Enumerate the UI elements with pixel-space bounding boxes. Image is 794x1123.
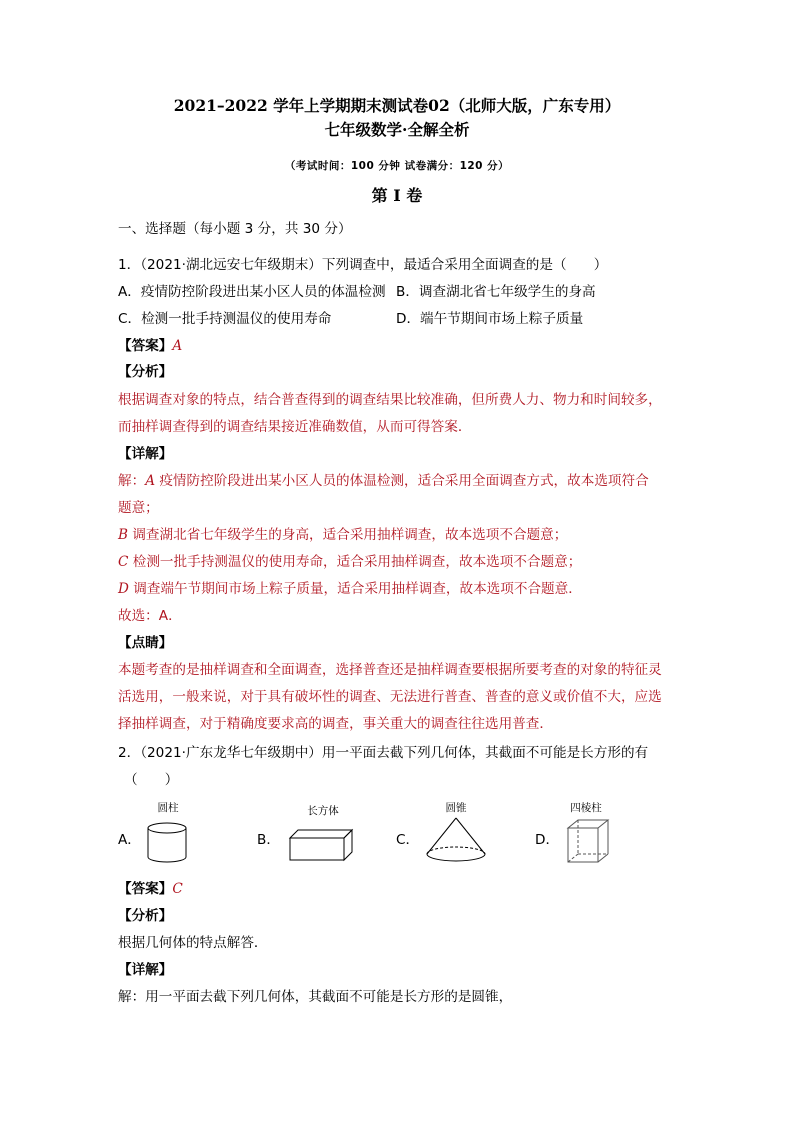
prism-icon	[566, 818, 610, 866]
detail-text: 疫情防控阶段进出某小区人员的体温检测，适合采用全面调查方式，故本选项符合	[155, 473, 649, 489]
q1-comment-line1: 本题考查的是抽样调查和全面调查，选择普查还是抽样调查要根据所要考查的对象的特征灵	[118, 662, 662, 678]
option-b-letter: B．	[257, 832, 280, 848]
q1-comment-label: 【点睛】	[118, 635, 173, 651]
option-b-figure-label: 长方体	[307, 805, 339, 817]
cone-icon	[424, 816, 488, 866]
detail-text: 检测一批手持测温仪的使用寿命，适合采用抽样调查，故本选项不合题意；	[128, 554, 582, 570]
q1-detail-label: 【详解】	[118, 446, 173, 462]
doc-subtitle: 七年级数学·全解全析	[324, 120, 470, 139]
q1-analysis-line1: 根据调查对象的特点，结合普查得到的调查结果比较准确，但所费人力、物力和时间较多，	[118, 392, 662, 408]
q2-answer-paren: （ ）	[124, 772, 179, 788]
q1-stem: 1．（2021·湖北远安七年级期末）下列调查中，最适合采用全面调查的是（ ）	[118, 257, 608, 273]
detail-text: 调查端午节期间市场上粽子质量，适合采用抽样调查，故本选项不合题意．	[128, 581, 582, 597]
q1-option-b: B．调查湖北省七年级学生的身高	[396, 284, 596, 300]
q1-detail-line3	[118, 526, 567, 544]
q1-detail-line1	[118, 472, 649, 490]
q2-detail-label: 【详解】	[118, 962, 173, 978]
exam-note: （考试时间：100 分钟 试卷满分：120 分）	[284, 160, 510, 172]
answer-value: C	[172, 881, 183, 897]
cylinder-icon	[145, 820, 191, 866]
q1-detail-line5	[118, 580, 582, 598]
section-heading: 一、选择题（每小题 3 分，共 30 分）	[118, 221, 352, 237]
q1-detail-line2: 题意；	[118, 500, 159, 516]
q2-answer	[118, 880, 183, 898]
answer-label: 【答案】	[118, 338, 173, 354]
option-d-figure-label: 四棱柱	[570, 802, 602, 814]
detail-option-letter: C	[118, 554, 129, 570]
q1-option-a: A．疫情防控阶段进出某小区人员的体温检测	[118, 284, 386, 300]
option-a-figure-label: 圆柱	[157, 802, 179, 814]
detail-option-letter: B	[118, 527, 128, 543]
answer-value: A	[172, 338, 183, 354]
q1-comment-line3: 择抽样调查，对于精确度要求高的调查，事关重大的调查往往选用普查．	[118, 716, 553, 732]
q2-analysis-line1: 根据几何体的特点解答．	[118, 935, 268, 951]
q1-detail-line4	[118, 553, 581, 571]
q2-analysis-label: 【分析】	[118, 908, 173, 924]
option-c-figure-label: 圆锥	[445, 802, 467, 814]
option-a-letter: A．	[118, 832, 141, 848]
q1-analysis-label: 【分析】	[118, 364, 173, 380]
option-c-letter: C．	[396, 832, 420, 848]
cuboid-icon	[288, 826, 354, 864]
q1-choose: 故选：A．	[118, 608, 182, 624]
detail-text: 调查湖北省七年级学生的身高，适合采用抽样调查，故本选项不合题意；	[128, 527, 568, 543]
q1-analysis-line2: 而抽样调查得到的调查结果接近准确数值，从而可得答案．	[118, 419, 472, 435]
detail-text: 解：	[118, 473, 146, 489]
q1-comment-line2: 活选用，一般来说，对于具有破坏性的调查、无法进行普查、普查的意义或价值不大，应选	[118, 689, 662, 705]
detail-option-letter: D	[118, 581, 129, 597]
option-d-letter: D．	[535, 832, 560, 848]
q1-option-d: D．端午节期间市场上粽子质量	[396, 311, 584, 327]
q2-stem: 2．（2021·广东龙华七年级期中）用一平面去截下列几何体，其截面不可能是长方形的有	[118, 745, 649, 761]
q1-option-c: C．检测一批手持测温仪的使用寿命	[118, 311, 332, 327]
q1-answer	[118, 337, 182, 355]
doc-title: 2021–2022 学年上学期期末测试卷02（北师大版，广东专用）	[173, 96, 621, 115]
q2-detail-line1: 解：用一平面去截下列几何体，其截面不可能是长方形的是圆锥，	[118, 989, 513, 1005]
answer-label: 【答案】	[118, 881, 173, 897]
detail-option-letter: A	[145, 473, 156, 489]
volume-title: 第 I 卷	[371, 186, 423, 205]
